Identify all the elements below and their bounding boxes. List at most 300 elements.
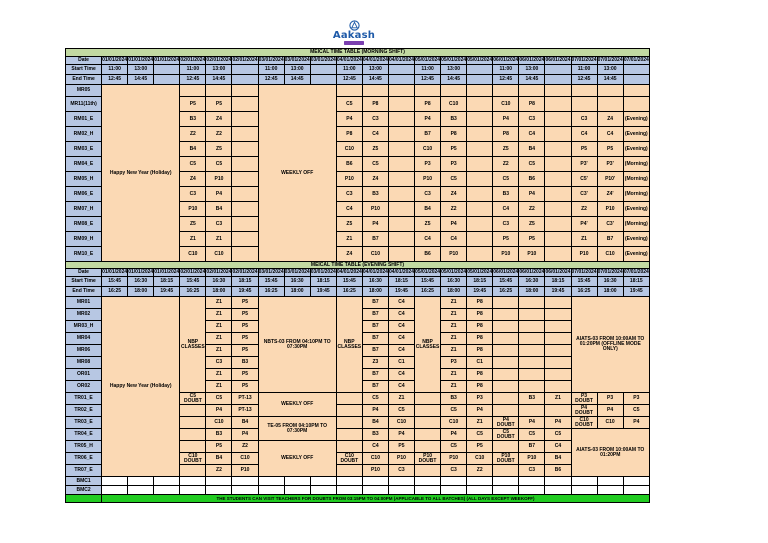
subject-cell: C5 DOUBT bbox=[493, 429, 519, 441]
subject-cell: Z5 bbox=[415, 217, 441, 232]
subject-cell: Z2 bbox=[571, 202, 597, 217]
empty-cell bbox=[154, 486, 180, 495]
empty-cell bbox=[336, 486, 362, 495]
subject-cell bbox=[467, 172, 493, 187]
subject-cell: P10 bbox=[519, 453, 545, 465]
table-row bbox=[66, 85, 650, 97]
subject-cell: Z2 bbox=[206, 127, 232, 142]
end-time-cell bbox=[545, 75, 571, 85]
subject-cell: P3 bbox=[623, 393, 649, 405]
subject-cell: C4 bbox=[493, 202, 519, 217]
start-time-cell: 18:15 bbox=[310, 277, 336, 287]
subject-cell: C3' bbox=[571, 187, 597, 202]
subject-cell: B3 bbox=[232, 357, 258, 369]
subject-cell: Z4 bbox=[180, 172, 206, 187]
subject-cell: C5 bbox=[441, 405, 467, 417]
subject-cell bbox=[232, 142, 258, 157]
batch-name: RM08_E bbox=[66, 217, 102, 232]
subject-cell: P8 bbox=[467, 297, 493, 309]
date-cell: 07/01/2024 bbox=[571, 269, 597, 275]
subject-cell: Z4 bbox=[441, 187, 467, 202]
subject-cell: Z1 bbox=[441, 309, 467, 321]
subject-cell: C10 bbox=[206, 247, 232, 262]
subject-cell bbox=[467, 187, 493, 202]
date-cell: 01/01/2024 bbox=[128, 57, 154, 63]
subject-cell: PT-13 bbox=[232, 393, 258, 405]
subject-cell bbox=[545, 127, 571, 142]
empty-cell bbox=[258, 486, 284, 495]
batch-name: BMC2 bbox=[66, 486, 102, 495]
subject-cell bbox=[415, 393, 441, 405]
batch-name: RM10_E bbox=[66, 247, 102, 262]
subject-cell: B7 bbox=[362, 232, 388, 247]
subject-cell: C4 bbox=[362, 441, 388, 453]
subject-cell: C3 bbox=[441, 465, 467, 477]
footer-spacer bbox=[66, 495, 102, 503]
morning-shift-title: MEICAL TIME TABLE (MORNING SHIFT) bbox=[66, 49, 650, 57]
empty-cell bbox=[206, 486, 232, 495]
subject-cell bbox=[388, 247, 414, 262]
subject-cell: C4 bbox=[597, 127, 623, 142]
date-cell: 05/01/2024 bbox=[441, 57, 467, 63]
start-time-cell: 13:00 bbox=[284, 65, 310, 75]
date-cell: 01/01/2024 bbox=[102, 57, 128, 63]
start-time-cell: 13:00 bbox=[362, 65, 388, 75]
batch-name: MR04 bbox=[66, 333, 102, 345]
subject-cell: (Evening) bbox=[623, 127, 649, 142]
doubt-session-note: THE STUDENTS CAN VISIT TEACHERS FOR DOUBTS FROM 03:15PM TO 04:00PM (APPLICABLE TO ALL BATCHES) (ALL DAYS EXCEPT WEEKOFF) bbox=[102, 495, 650, 503]
subject-cell: C5 bbox=[441, 441, 467, 453]
batch-name: TR04_E bbox=[66, 429, 102, 441]
nbp-classes-cell: NBP CLASSES bbox=[180, 297, 206, 393]
subject-cell: Z1 bbox=[206, 321, 232, 333]
batch-name: RM03_E bbox=[66, 142, 102, 157]
start-time-cell: 11:00 bbox=[415, 65, 441, 75]
subject-cell: P10 bbox=[571, 247, 597, 262]
subject-cell: P5 bbox=[232, 369, 258, 381]
subject-cell: C3 bbox=[571, 112, 597, 127]
subject-cell: Z4 bbox=[336, 247, 362, 262]
subject-cell: Z1 bbox=[336, 232, 362, 247]
subject-cell: P8 bbox=[362, 97, 388, 112]
subject-cell: P5 bbox=[467, 441, 493, 453]
empty-cell bbox=[623, 486, 649, 495]
end-time-cell: 19:45 bbox=[545, 287, 571, 297]
nbts-cell: NBTS-03 FROM 04:10PM TO 07:30PM bbox=[258, 297, 336, 393]
subject-cell: P4 bbox=[362, 217, 388, 232]
subject-cell: B7 bbox=[362, 321, 388, 333]
subject-cell: P5 bbox=[571, 142, 597, 157]
te05-cell: TE-05 FROM 04:10PM TO 07:30PM bbox=[258, 417, 336, 441]
subject-cell: C4 bbox=[388, 297, 414, 309]
end-time-cell: 14:45 bbox=[362, 75, 388, 85]
end-time-cell: 18:00 bbox=[597, 287, 623, 297]
end-time-cell: 18:00 bbox=[206, 287, 232, 297]
date-cell: 04/01/2024 bbox=[388, 57, 414, 63]
end-time-cell: 19:45 bbox=[310, 287, 336, 297]
subject-cell: Z4 bbox=[362, 172, 388, 187]
subject-cell: B6 bbox=[519, 172, 545, 187]
subject-cell: C10 bbox=[597, 417, 623, 429]
start-time-cell: 16:30 bbox=[128, 277, 154, 287]
start-time-cell bbox=[467, 65, 493, 75]
date-cell: 02/01/2024 bbox=[206, 269, 232, 275]
subject-cell: B7 bbox=[362, 345, 388, 357]
date-cell: 04/01/2024 bbox=[336, 57, 362, 63]
subject-cell: P8 bbox=[467, 381, 493, 393]
subject-cell: P5 bbox=[206, 97, 232, 112]
subject-cell: C4 bbox=[388, 333, 414, 345]
subject-cell: C10 bbox=[336, 142, 362, 157]
subject-cell bbox=[545, 157, 571, 172]
batch-name: MR03_H bbox=[66, 321, 102, 333]
subject-cell bbox=[519, 405, 545, 417]
end-time-cell: 16:25 bbox=[102, 287, 128, 297]
subject-cell bbox=[206, 85, 232, 97]
subject-cell: C5 bbox=[519, 429, 545, 441]
start-time-cell: 13:00 bbox=[441, 65, 467, 75]
subject-cell: B7 bbox=[597, 232, 623, 247]
subject-cell: P3' bbox=[597, 157, 623, 172]
table-row bbox=[66, 297, 650, 309]
empty-cell bbox=[545, 477, 571, 486]
subject-cell bbox=[493, 309, 519, 321]
subject-cell: P4' bbox=[571, 217, 597, 232]
end-time-cell: 12:45 bbox=[336, 75, 362, 85]
subject-cell: C5 bbox=[441, 172, 467, 187]
subject-cell: B4 bbox=[180, 142, 206, 157]
subject-cell: Z1 bbox=[545, 393, 571, 405]
subject-cell: Z5 bbox=[336, 217, 362, 232]
subject-cell: P5 bbox=[232, 321, 258, 333]
subject-cell: C3 bbox=[180, 187, 206, 202]
subject-cell bbox=[441, 85, 467, 97]
subject-cell bbox=[545, 247, 571, 262]
subject-cell: P8 bbox=[415, 97, 441, 112]
start-time-cell bbox=[388, 65, 414, 75]
date-cell: 06/01/2024 bbox=[519, 57, 545, 63]
subject-cell bbox=[388, 127, 414, 142]
subject-cell: P10 bbox=[206, 172, 232, 187]
subject-cell bbox=[545, 202, 571, 217]
subject-cell bbox=[545, 345, 571, 357]
subject-cell: B7 bbox=[362, 309, 388, 321]
subject-cell: C3 bbox=[519, 112, 545, 127]
subject-cell: Z1 bbox=[180, 232, 206, 247]
subject-cell bbox=[597, 85, 623, 97]
subject-cell bbox=[415, 465, 441, 477]
end-time-cell: 16:25 bbox=[493, 287, 519, 297]
date-cell: 03/01/2024 bbox=[258, 269, 284, 275]
empty-cell bbox=[102, 486, 128, 495]
subject-cell: Z1 bbox=[388, 393, 414, 405]
date-cell: 02/01/2024 bbox=[180, 57, 206, 63]
aiats-cell: AIATS-03 FROM 10:00AM TO 01:20PM (OFFLINE MODE ONLY) bbox=[571, 297, 650, 393]
end-time-cell: 14:45 bbox=[206, 75, 232, 85]
table-row bbox=[66, 477, 650, 486]
empty-cell bbox=[154, 477, 180, 486]
subject-cell: B3 bbox=[180, 112, 206, 127]
subject-cell: (Morning) bbox=[623, 187, 649, 202]
start-time-cell: 13:00 bbox=[128, 65, 154, 75]
date-cell: 06/01/2024 bbox=[545, 269, 571, 275]
empty-cell bbox=[310, 477, 336, 486]
subject-cell bbox=[232, 97, 258, 112]
date-cell: 05/01/2024 bbox=[415, 269, 441, 275]
subject-cell: Z4 bbox=[206, 112, 232, 127]
start-time-cell: 15:45 bbox=[258, 277, 284, 287]
evening-shift-title: MEICAL TIME TABLE (EVENING SHIFT) bbox=[66, 262, 650, 269]
subject-cell bbox=[545, 217, 571, 232]
batch-name: OR01 bbox=[66, 369, 102, 381]
subject-cell: C4 bbox=[571, 127, 597, 142]
subject-cell bbox=[388, 157, 414, 172]
empty-cell bbox=[597, 486, 623, 495]
subject-cell: Z1 bbox=[206, 333, 232, 345]
brand-name: Aakash bbox=[332, 30, 376, 41]
subject-cell: C4 bbox=[415, 232, 441, 247]
start-time-cell: 15:45 bbox=[180, 277, 206, 287]
start-time-cell: 11:00 bbox=[258, 65, 284, 75]
end-time-cell: 19:45 bbox=[232, 287, 258, 297]
table-row bbox=[66, 75, 650, 85]
subject-cell: P3 bbox=[415, 157, 441, 172]
subject-cell: Z4 bbox=[597, 112, 623, 127]
start-time-cell: 15:45 bbox=[415, 277, 441, 287]
end-time-cell bbox=[388, 75, 414, 85]
date-cell: 02/01/2024 bbox=[232, 269, 258, 275]
end-time-cell: 19:45 bbox=[154, 287, 180, 297]
subject-cell bbox=[493, 333, 519, 345]
subject-cell bbox=[232, 157, 258, 172]
empty-cell bbox=[388, 486, 414, 495]
subject-cell: C5 bbox=[467, 429, 493, 441]
start-time-cell: 18:15 bbox=[545, 277, 571, 287]
empty-cell bbox=[415, 477, 441, 486]
subject-cell: C10 bbox=[493, 97, 519, 112]
subject-cell bbox=[388, 85, 414, 97]
subject-cell: P10 DOUBT bbox=[493, 453, 519, 465]
subject-cell bbox=[362, 85, 388, 97]
subject-cell: P3 DOUBT bbox=[571, 393, 597, 405]
end-time-cell: 14:45 bbox=[597, 75, 623, 85]
date-cell: 07/01/2024 bbox=[623, 57, 649, 63]
date-cell: 06/01/2024 bbox=[519, 269, 545, 275]
subject-cell bbox=[545, 369, 571, 381]
subject-cell: C4 bbox=[388, 381, 414, 393]
subject-cell: Z1 bbox=[467, 417, 493, 429]
subject-cell bbox=[545, 321, 571, 333]
date-label: Date bbox=[66, 57, 102, 65]
start-time-cell: 15:45 bbox=[571, 277, 597, 287]
date-cell: 07/01/2024 bbox=[597, 269, 623, 275]
subject-cell: (Morning) bbox=[623, 157, 649, 172]
date-cell: 02/01/2024 bbox=[206, 57, 232, 63]
subject-cell: C4 bbox=[545, 441, 571, 453]
start-time-cell: 18:15 bbox=[388, 277, 414, 287]
batch-name: RM05_H bbox=[66, 172, 102, 187]
start-time-cell: 18:15 bbox=[154, 277, 180, 287]
subject-cell: C10 bbox=[597, 247, 623, 262]
subject-cell: Z1 bbox=[441, 297, 467, 309]
date-cell: 01/01/2024 bbox=[154, 269, 180, 275]
batch-name: MR02 bbox=[66, 309, 102, 321]
subject-cell: C10 bbox=[441, 417, 467, 429]
end-time-cell: 19:45 bbox=[467, 287, 493, 297]
subject-cell: P8 bbox=[467, 321, 493, 333]
empty-cell bbox=[284, 477, 310, 486]
end-time-cell: 12:45 bbox=[180, 75, 206, 85]
subject-cell: B6 bbox=[336, 157, 362, 172]
subject-cell: C5 DOUBT bbox=[180, 393, 206, 405]
empty-cell bbox=[571, 477, 597, 486]
end-time-cell: 16:25 bbox=[571, 287, 597, 297]
subject-cell: C10 DOUBT bbox=[571, 417, 597, 429]
subject-cell bbox=[519, 85, 545, 97]
start-time-cell bbox=[310, 65, 336, 75]
subject-cell bbox=[232, 202, 258, 217]
subject-cell: (Morning) bbox=[623, 217, 649, 232]
aiats-cell: AIATS-03 FROM 10:00AM TO 01:20PM bbox=[571, 429, 650, 477]
subject-cell: B4 bbox=[519, 142, 545, 157]
subject-cell: B7 bbox=[362, 369, 388, 381]
table-row bbox=[66, 486, 650, 495]
end-time-cell: 12:45 bbox=[258, 75, 284, 85]
empty-cell bbox=[128, 477, 154, 486]
subject-cell bbox=[545, 232, 571, 247]
subject-cell: C5 bbox=[362, 393, 388, 405]
subject-cell: B3 bbox=[441, 112, 467, 127]
subject-cell: P3 bbox=[441, 357, 467, 369]
end-time-cell: 14:45 bbox=[519, 75, 545, 85]
subject-cell: Z1 bbox=[206, 381, 232, 393]
subject-cell bbox=[467, 142, 493, 157]
subject-cell: Z1 bbox=[206, 369, 232, 381]
empty-cell bbox=[441, 486, 467, 495]
subject-cell bbox=[597, 97, 623, 112]
end-time-cell: 12:45 bbox=[571, 75, 597, 85]
start-time-cell bbox=[154, 65, 180, 75]
subject-cell: C1 bbox=[388, 357, 414, 369]
table-row bbox=[66, 287, 650, 297]
subject-cell: P4 bbox=[493, 112, 519, 127]
start-time-cell: 13:00 bbox=[206, 65, 232, 75]
subject-cell bbox=[519, 333, 545, 345]
subject-cell bbox=[519, 381, 545, 393]
subject-cell: C10 bbox=[388, 417, 414, 429]
subject-cell: B4 bbox=[362, 417, 388, 429]
empty-cell bbox=[623, 477, 649, 486]
subject-cell: P3 bbox=[441, 157, 467, 172]
subject-cell bbox=[519, 321, 545, 333]
batch-name: TR05_H bbox=[66, 441, 102, 453]
date-cell: 06/01/2024 bbox=[493, 57, 519, 63]
empty-cell bbox=[258, 477, 284, 486]
subject-cell: Z2 bbox=[180, 127, 206, 142]
subject-cell: B7 bbox=[519, 441, 545, 453]
subject-cell bbox=[180, 85, 206, 97]
subject-cell: P10 bbox=[519, 247, 545, 262]
subject-cell: P10 bbox=[597, 202, 623, 217]
subject-cell bbox=[545, 142, 571, 157]
subject-cell: C3 bbox=[362, 112, 388, 127]
subject-cell bbox=[467, 112, 493, 127]
empty-cell bbox=[232, 477, 258, 486]
batch-name: TR01_E bbox=[66, 393, 102, 405]
subject-cell: C10 DOUBT bbox=[180, 453, 206, 465]
subject-cell bbox=[493, 85, 519, 97]
subject-cell: P10 bbox=[336, 172, 362, 187]
start-time-cell: 13:00 bbox=[519, 65, 545, 75]
end-time-cell: 19:45 bbox=[623, 287, 649, 297]
date-cell: 03/01/2024 bbox=[284, 57, 310, 63]
subject-cell: Z1 bbox=[441, 345, 467, 357]
subject-cell: C10 bbox=[232, 453, 258, 465]
start-time-cell: 16:30 bbox=[206, 277, 232, 287]
holiday-cell: Happy New Year (Holiday) bbox=[102, 85, 180, 262]
subject-cell bbox=[545, 309, 571, 321]
subject-cell bbox=[493, 297, 519, 309]
batch-name: MR05 bbox=[66, 85, 102, 97]
end-time-cell: 19:45 bbox=[388, 287, 414, 297]
subject-cell: P10 bbox=[415, 172, 441, 187]
subject-cell: C5 bbox=[336, 97, 362, 112]
subject-cell: P5 bbox=[232, 309, 258, 321]
subject-cell bbox=[336, 85, 362, 97]
subject-cell: Z2 bbox=[232, 441, 258, 453]
subject-cell: Z2 bbox=[467, 465, 493, 477]
empty-cell bbox=[493, 477, 519, 486]
subject-cell bbox=[545, 333, 571, 345]
subject-cell bbox=[545, 381, 571, 393]
subject-cell: (Morning) bbox=[623, 172, 649, 187]
subject-cell bbox=[545, 85, 571, 97]
table-row bbox=[66, 269, 650, 277]
subject-cell: Z1 bbox=[441, 369, 467, 381]
subject-cell: P4 bbox=[467, 405, 493, 417]
empty-cell bbox=[206, 477, 232, 486]
date-label: Date bbox=[66, 269, 102, 277]
date-cell: 07/01/2024 bbox=[571, 57, 597, 63]
subject-cell: C4 bbox=[441, 232, 467, 247]
subject-cell bbox=[467, 127, 493, 142]
subject-cell: B4 bbox=[206, 453, 232, 465]
brand-logo bbox=[330, 20, 378, 50]
subject-cell: Z1 bbox=[206, 309, 232, 321]
start-time-cell: 18:15 bbox=[623, 277, 649, 287]
subject-cell bbox=[336, 441, 362, 453]
end-time-cell: 16:25 bbox=[336, 287, 362, 297]
weekly-off-cell: WEEKLY OFF bbox=[258, 393, 336, 417]
subject-cell: C10 bbox=[362, 247, 388, 262]
date-cell: 05/01/2024 bbox=[467, 57, 493, 63]
subject-cell bbox=[336, 405, 362, 417]
subject-cell: Z5 bbox=[206, 142, 232, 157]
start-time-cell: 16:30 bbox=[519, 277, 545, 287]
subject-cell bbox=[545, 187, 571, 202]
empty-cell bbox=[571, 486, 597, 495]
subject-cell: B4 bbox=[206, 202, 232, 217]
subject-cell: Z3 bbox=[362, 357, 388, 369]
date-cell: 03/01/2024 bbox=[310, 57, 336, 63]
subject-cell: P4 bbox=[519, 187, 545, 202]
subject-cell bbox=[493, 393, 519, 405]
subject-cell bbox=[415, 405, 441, 417]
subject-cell: P8 bbox=[467, 309, 493, 321]
date-cell: 04/01/2024 bbox=[362, 269, 388, 275]
subject-cell: B3 bbox=[206, 429, 232, 441]
subject-cell bbox=[493, 441, 519, 453]
